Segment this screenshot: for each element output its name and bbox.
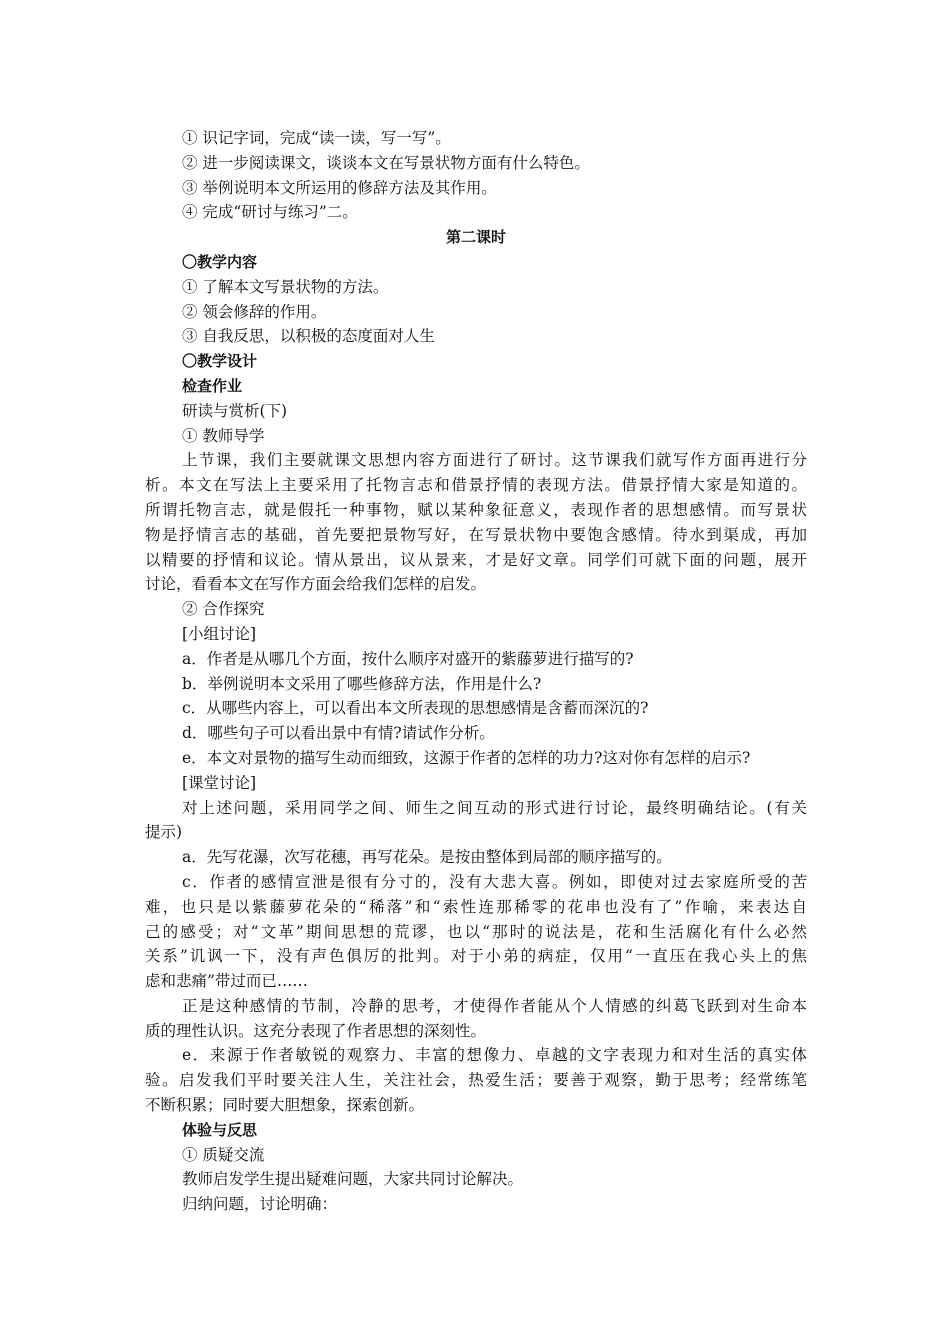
section-reflection-heading: 体验与反思 xyxy=(182,1120,258,1139)
content-item-3: ③ 自我反思，以积极的态度面对人生 xyxy=(182,327,435,346)
answer-c-line: 难，也只是以紫藤萝花朵的“稀落”和“索性连那稀零的花串也没有了”作喻，来表达自 xyxy=(145,897,807,916)
content-item-1: ① 了解本文写景状物的方法。 xyxy=(182,277,389,296)
paragraph-line: 正是这种感情的节制，冷静的思考，才使得作者能从个人情感的纠葛飞跃到对生命本 xyxy=(182,996,807,1015)
answer-e-line: 不断积累；同时要大胆想象，探索创新。 xyxy=(145,1096,425,1115)
group-discussion-label: [小组讨论] xyxy=(182,624,257,643)
question-e: e．本文对景物的描写生动而细致，这源于作者的怎样的功力?这对你有怎样的启示? xyxy=(182,748,751,767)
paragraph-line: 析。本文在写法上主要采用了托物言志和借景抒情的表现方法。借景抒情大家是知道的。 xyxy=(145,476,807,495)
answer-e-line: e．来源于作者敏锐的观察力、丰富的想像力、卓越的文字表现力和对生活的真实体 xyxy=(182,1046,807,1065)
teacher-guide-label: ① 教师导学 xyxy=(182,426,265,445)
question-b: b．举例说明本文采用了哪些修辞方法，作用是什么? xyxy=(182,674,542,693)
section-content-heading: 〇教学内容 xyxy=(182,252,258,271)
paragraph-line: 讨论，看看本文在写作方面会给我们怎样的启发。 xyxy=(145,575,487,594)
document-page xyxy=(145,126,807,1217)
task-3: ③ 举例说明本文所运用的修辞方法及其作用。 xyxy=(182,178,497,197)
class-discussion-label: [课堂讨论] xyxy=(182,773,257,792)
question-a: a．作者是从哪几个方面，按什么顺序对盛开的紫藤萝进行描写的? xyxy=(182,649,634,668)
cooperation-label: ② 合作探究 xyxy=(182,600,265,619)
paragraph-line: 质的理性认识。这充分表现了作者思想的深刻性。 xyxy=(145,1021,487,1040)
paragraph-line: 所谓托物言志，就是假托一种事物，赋以某种象征意义，表现作者的思想感情。而写景状 xyxy=(145,500,807,519)
teacher-instruction: 教师启发学生提出疑难问题，大家共同讨论解决。 xyxy=(182,1170,524,1189)
answer-c-line: 己的感受；对“文革”期间思想的荒谬，也以“那时的说法是，花和生活腐化有什么必然 xyxy=(145,922,807,941)
answer-c-line: 关系”讥讽一下，没有声色俱厉的批判。对于小弟的病症，仅用“一直压在我心头上的焦 xyxy=(145,947,807,966)
question-d: d．哪些句子可以看出景中有情?请试作分析。 xyxy=(182,724,495,743)
question-c: c．从哪些内容上，可以看出本文所表现的思想感情是含蓄而深沉的? xyxy=(182,699,649,718)
task-2: ② 进一步阅读课文，谈谈本文在写景状物方面有什么特色。 xyxy=(182,153,590,172)
answer-c-line: c．作者的感情宣泄是很有分寸的，没有大悲大喜。例如，即使对过去家庭所受的苦 xyxy=(182,872,807,891)
summary-label: 归纳问题，讨论明确： xyxy=(182,1195,338,1214)
paragraph-line: 上节课，我们主要就课文思想内容方面进行了研讨。这节课我们就写作方面再进行分 xyxy=(182,451,807,470)
paragraph-line: 对上述问题，采用同学之间、师生之间互动的形式进行讨论，最终明确结论。(有关 xyxy=(182,798,807,817)
section-design-heading: 〇教学设计 xyxy=(182,352,258,371)
reading-title: 研读与赏析(下) xyxy=(182,401,288,420)
lesson-heading: 第二课时 xyxy=(445,228,506,247)
answer-e-line: 验。启发我们平时要关注人生，关注社会，热爱生活；要善于观察，勤于思考；经常练笔 xyxy=(145,1071,807,1090)
paragraph-line: 提示) xyxy=(145,823,183,842)
task-4: ④ 完成“研讨与练习”二。 xyxy=(182,203,358,222)
section-homework-heading: 检查作业 xyxy=(182,376,243,395)
paragraph-line: 以精要的抒情和议论。情从景出，议从景来，才是好文章。同学们可就下面的问题，展开 xyxy=(145,550,807,569)
paragraph-line: 物是抒情言志的基础，首先要把景物写好，在写景状物中要饱含感情。待水到渠成，再加 xyxy=(145,525,807,544)
answer-a: a．先写花瀑，次写花穗，再写花朵。是按由整体到局部的顺序描写的。 xyxy=(182,848,672,867)
task-1: ① 识记字词，完成“读一读，写一写”。 xyxy=(182,129,451,147)
answer-c-line: 虑和悲痛”带过而已…… xyxy=(145,972,308,991)
content-item-2: ② 领会修辞的作用。 xyxy=(182,302,327,321)
question-exchange-label: ① 质疑交流 xyxy=(182,1145,265,1164)
